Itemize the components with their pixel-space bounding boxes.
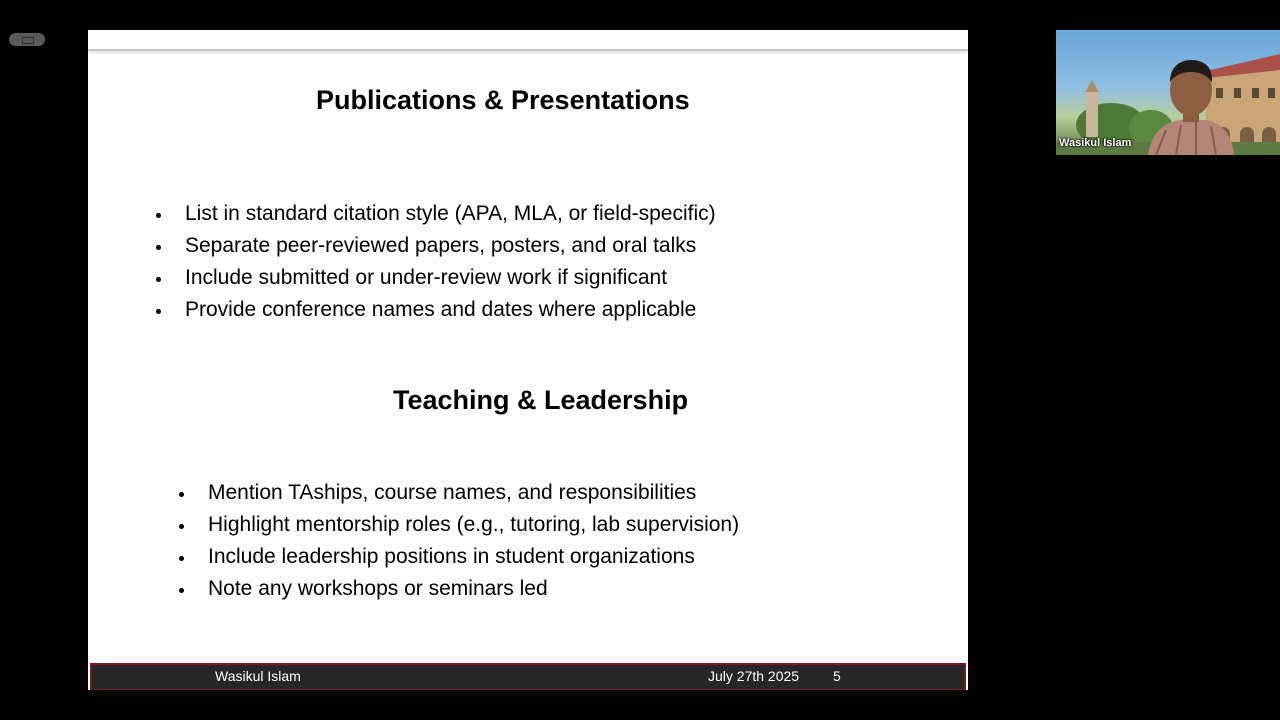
bullet-text: Include submitted or under-review work if significant (185, 266, 668, 289)
view-options-icon[interactable] (9, 33, 45, 46)
bullet-text: Separate peer-reviewed papers, posters, and oral talks (185, 234, 697, 257)
bullet-text: Mention TAships, course names, and responsibilities (208, 481, 697, 504)
footer-author: Wasikul Islam (215, 668, 301, 684)
bullet-text: Provide conference names and dates where applicable (185, 298, 697, 321)
bullet-text: Note any workshops or seminars led (208, 577, 548, 600)
bullet-dot-icon (156, 277, 161, 282)
bullet-text: Include leadership positions in student organizations (208, 545, 695, 568)
footer-page-number: 5 (833, 668, 841, 684)
slide-footer (90, 663, 966, 690)
participant-name-label: Wasikul Islam (1059, 137, 1132, 149)
participant-video-tile[interactable] (1056, 30, 1280, 155)
bullet-dot-icon (156, 309, 161, 314)
bullet-dot-icon (179, 492, 184, 497)
section-heading-teaching: Teaching & Leadership (393, 385, 689, 415)
bullet-dot-icon (179, 588, 184, 593)
bullet-dot-icon (156, 245, 161, 250)
bullet-text: List in standard citation style (APA, MLA, or field-specific) (185, 202, 716, 225)
bullet-dot-icon (179, 556, 184, 561)
bullet-dot-icon (179, 524, 184, 529)
footer-date: July 27th 2025 (708, 668, 800, 684)
section-heading-publications: Publications & Presentations (316, 85, 690, 115)
bullet-text: Highlight mentorship roles (e.g., tutoring, lab supervision) (208, 513, 740, 536)
slide-top-band (88, 30, 968, 51)
shared-slide (88, 30, 968, 690)
bullet-dot-icon (156, 213, 161, 218)
